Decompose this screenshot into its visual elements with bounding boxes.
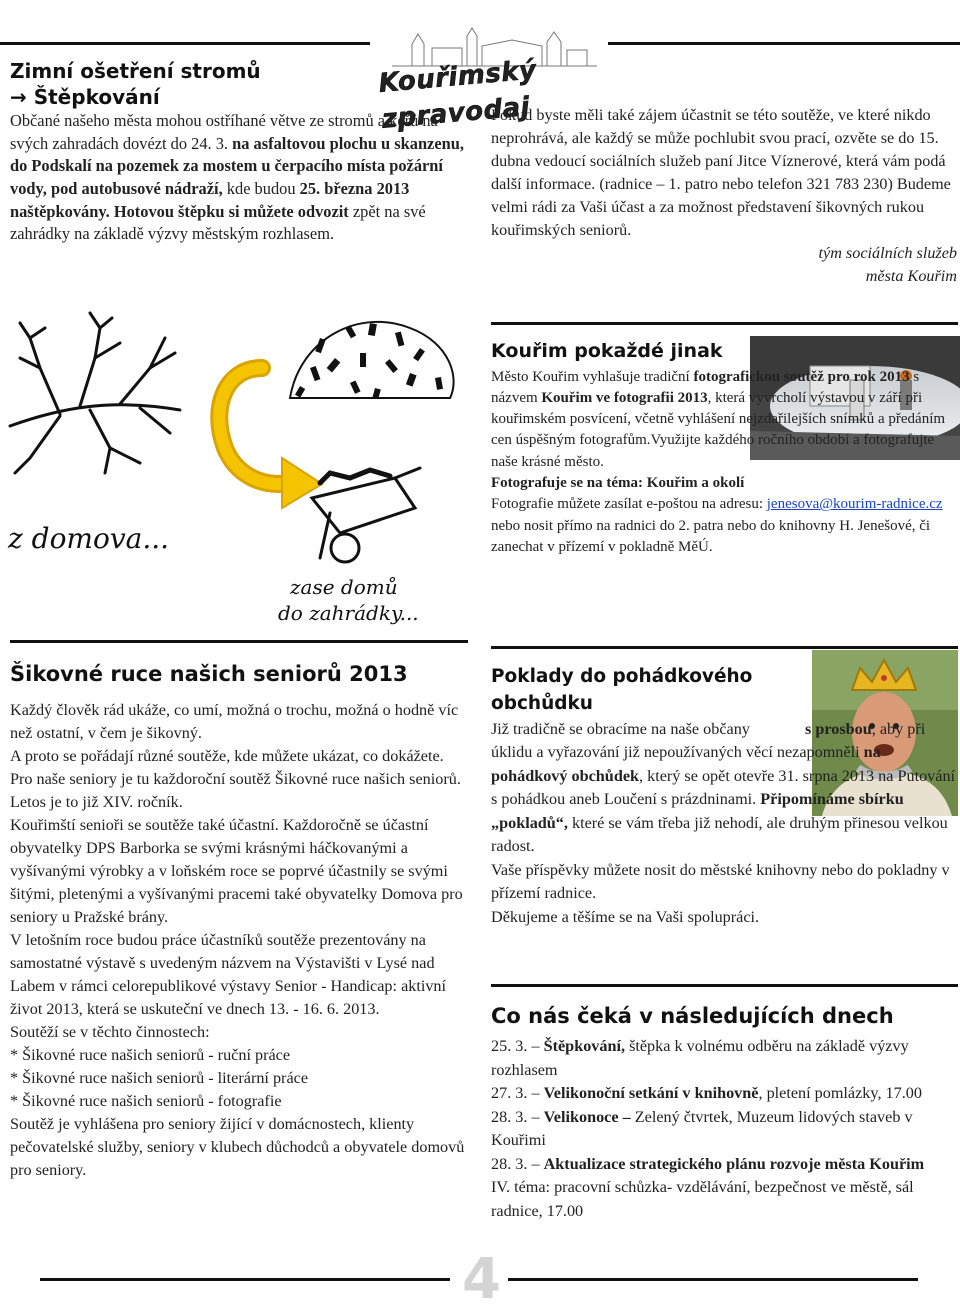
event-date: 28. 3. – [491,1107,540,1126]
event-name: Velikonoce – [543,1107,631,1126]
paragraph-3: Pro naše seniory je tu každoroční soutěž Šikovné ruce našich seniorů. Letos je to již XIV. ročník. [10,770,461,812]
caption-from-home: z domova... [8,522,170,555]
article-fairytale-shop [491,664,957,929]
text-end: zpět na své zahrádky na základě výzvy městským rozhlasem. [10,201,426,244]
event-date: 28. 3. – [491,1154,540,1173]
event-date: 25. 3. – [491,1037,540,1056]
wheelbarrow-icon [312,468,420,562]
footer-rule-left [40,1278,450,1281]
event-date: 27. 3. – [491,1084,540,1103]
paragraph-6: Soutěží se v těchto činnostech: [10,1023,210,1042]
event-name: Velikonoční setkání v knihovně [543,1084,759,1103]
contact-text: Pokud byste měli také zájem účastnit se této soutěže, ve které nikdo neprohrává, ale každý se může pochlubit svou prací, ozvěte se do 15. dubna vedoucí sociálních služeb paní Jitce Víznerové, která vám podá další informace. (radnice – 1. patro nebo telefon 321 783 230) Budeme velmi rádi za Vaši účast a za možnost představení šikovných rukou kouřimských seniorů. [491,106,951,239]
caption-garden-2: do zahrádky... [278,601,419,625]
paragraph-4: Kouřimští senioři se soutěže také účastní. Každoročně se účastní obyvatelky DPS Barborka se svými krásnými háčkovanými a vyšívanými výrobky a v loňském roce se poprvé účastnily se svými šitými, pletenými a vyšívanými pracemi také obyvatelky Domova pro seniory u Pražské brány. [10,816,463,927]
article-body [491,367,957,473]
section-rule-right-3 [491,984,958,987]
paragraph-2: A proto se pořádají různé soutěže, kde můžete ukázat, co dokážete. [10,747,444,766]
article-body [10,110,465,246]
event-item [491,1082,957,1105]
logo-text: Kouřimský zpravodaj [377,55,538,136]
article-upcoming-events [491,1002,957,1223]
paragraph-3: Děkujeme a těšíme se na Vaši spolupráci. [491,907,760,926]
article-seniors-competition [10,660,468,1182]
signature-line1: tým sociálních služeb [818,244,957,262]
event-item [491,1035,957,1082]
article-competition-contact [491,104,957,288]
article-photo-contest [491,338,957,558]
section-rule-left-1 [10,640,468,643]
text-request: s prosbou [805,719,872,738]
text-5: nebo nosit přímo na radnici do 2. patra nebo do knihovny H. Jenešové, či zanechat v přízemí v pokladně MěÚ. [491,517,931,555]
text-contest-name: Kouřim ve fotografii 2013 [541,389,708,406]
text-3: , který se opět otevře 31. srpna 2013 na Putování s pohádkou aneb Loučení s prázdninami. [491,766,956,809]
article-title: Zimní ošetření stromů [10,59,261,83]
email-info [491,494,957,558]
header-rule-right [608,42,960,45]
email-link[interactable]: jenesova@kourim-radnice.cz [766,496,943,513]
header-rule-left [0,42,370,45]
list-item: * Šikovné ruce našich seniorů - literární práce [10,1069,309,1088]
text-mid: kde budou [226,178,296,198]
theme-line [491,473,957,494]
section-rule-right-1 [491,322,958,325]
paragraph-5: V letošním roce budou práce účastníků soutěže prezentovány na samostatné výstavě s uvedeným názvem na Výstavišti v Lysé nad Labem v rámci celorepublikové výstavy Senior - Handicap: aktivní život 2013, která se uskuteční ve dnech 13. - 16. 6. 2013. [10,931,447,1019]
signature-line2: města Kouřim [865,267,957,285]
text-intro: Občané našeho města mohou ostříhané větve ze stromů a keřů na svých zahradách dovézt do 24. 3. [10,111,438,153]
event-detail: Zelený čtvrtek, Muzeum lidových staveb v Kouřimi [491,1107,913,1150]
caption-garden-1: zase domů [290,575,398,599]
event-detail: IV. téma: pracovní schůzka- vzdělávání, bezpečnost ve městě, sál radnice, 17.00 [491,1178,914,1220]
page-number: 4 [462,1247,501,1312]
illustration-branches-to-chips [0,298,470,638]
text-1: Město Kouřim vyhlašuje tradiční [491,368,690,385]
paragraph-2: Vaše příspěvky můžete nosit do městské knihovny nebo do pokladny v přízemí radnice. [491,860,950,903]
text-1: Již tradičně se obracíme na naše občany [491,719,750,738]
list-item: * Šikovné ruce našich seniorů - ruční práce [10,1046,291,1065]
text-4: Fotografie můžete zasílat e-poštou na adresu: [491,496,763,513]
article-body [491,718,957,859]
text-3: , která vyvrcholí výstavou v září při kouřimském posvícení, včetně vyhlášení nejzdařilejších snímků a předáním cen úspěšným fotografům.Využijte každého ročního období a fotografujte naše krásné město. [491,389,946,470]
paragraph-7: Soutěž je vyhlášena pro seniory žijící v domácnostech, klienty pečovatelské služby, seniory v klubech důchodců a obyvatele domovů pro seniory. [10,1115,465,1180]
event-detail: štěpka k volnému odběru na základě výzvy rozhlasem [491,1037,909,1079]
text-4: které se vám třeba již nehodí, ale druhým přinesou velkou radost. [491,813,948,856]
theme-text: Fotografuje se na téma: Kouřim a okolí [491,475,745,492]
article-title: Kouřim pokaždé jinak [491,340,723,362]
article-title: Co nás čeká v následujících dnech [491,1004,894,1028]
footer-rule-right [508,1278,918,1281]
event-name: Štěpkování, [543,1037,626,1056]
article-winter-tree-care [10,58,465,246]
text-2: , aby při úklidu a vyřazování již nepoužívaných věcí nezapomněli [491,719,926,762]
article-subtitle: → Štěpkování [10,85,160,109]
wood-chips-icon [290,322,454,399]
text-date: 25. března 2013 naštěpkovány. Hotovou štěpku si můžete odvozit [10,178,410,221]
text-2: s názvem [491,368,920,406]
event-item [491,1153,957,1223]
list-item: * Šikovné ruce našich seniorů - fotografie [10,1092,282,1111]
article-title-line2: obchůdku [491,692,593,714]
recycle-arrow-icon [219,368,322,508]
branches-icon [10,313,180,473]
article-title-line1: Poklady do pohádkového [491,666,753,687]
event-detail: , pletení pomlázky, 17.00 [758,1084,922,1103]
section-rule-right-2 [491,646,958,649]
paragraph-1: Každý člověk rád ukáže, co umí, možná o trochu, možná o hodně víc než ostatní, v čem je šikovný. [10,701,459,743]
text-contest: fotografickou soutěž pro rok 2013 [693,368,910,385]
article-title: Šikovné ruce našich seniorů 2013 [10,662,408,686]
text-shop: na pohádkový obchůdek [491,743,881,785]
event-item [491,1106,957,1153]
text-collection: Připomínáme sbírku „pokladů“, [491,790,904,832]
text-locations: na asfaltovou plochu u skanzenu, do Podskalí na pozemek za mostem u čerpacího místa požární vody, pod autobusové nádraží, [10,133,464,198]
event-name: Aktualizace strategického plánu rozvoje města Kouřim [543,1154,925,1173]
